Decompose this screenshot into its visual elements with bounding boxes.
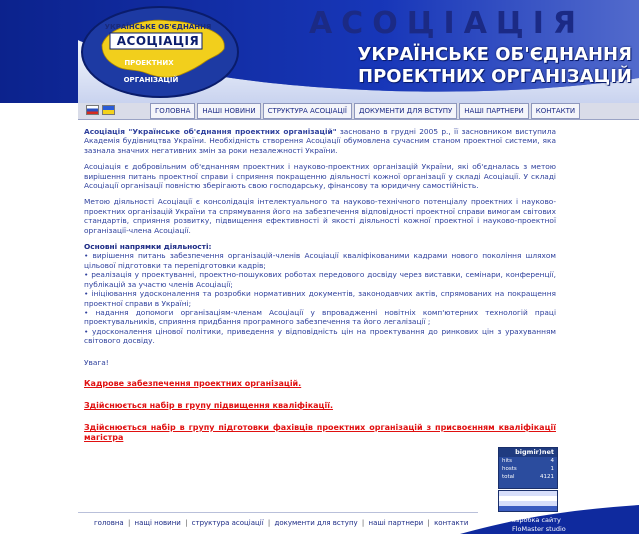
ru-flag-icon[interactable] — [86, 105, 99, 115]
directions-list-item: • удосконалення цінової політики, приведення у відповідність цін на проектування до ринкових цін з урахуванням світового досвіду. — [84, 326, 556, 346]
qualification-group-link[interactable]: Здійснюється набір в групу підвищення кваліфікації. — [84, 400, 333, 410]
nav-item-contacts[interactable]: КОНТАКТИ — [531, 103, 580, 119]
counter-brand: bigmir)net — [499, 448, 557, 457]
language-switcher — [86, 105, 115, 115]
developer-credit[interactable]: Разробка сайту — [508, 516, 561, 524]
footer-link-partners[interactable]: наші партнери — [368, 519, 424, 527]
nav-item-documents[interactable]: ДОКУМЕНТИ ДЛЯ ВСТУПУ — [354, 103, 457, 119]
counter-row: total 4121 — [502, 474, 554, 480]
goal-paragraph: Метою діяльності Асоціації є консолідація інтелектуального та науково-технічного потенціалу проектних і науково-проектних організацій України та спрямування його на забезпечення відповідності проектної справи вимогам світових стандартів, сприяння розвитку, підвищення ефективності й якості діяльності кожної проектної і науково-проектної організації-члена Асоціації. — [84, 197, 556, 235]
main-menu — [150, 103, 582, 119]
master-program-link[interactable]: Здійснюється набір в групу підготовки фахівців проектних організацій з присвоєнням кваліфікації магістра — [84, 422, 556, 442]
staffing-link[interactable]: Кадрове забезпечення проектних організацій. — [84, 378, 302, 388]
bigmir-counter[interactable] — [498, 447, 558, 489]
footer-menu — [94, 519, 468, 527]
footer-link-home[interactable]: головна — [94, 519, 124, 527]
nav-item-partners[interactable]: НАШІ ПАРТНЕРИ — [459, 103, 529, 119]
nav-item-structure[interactable]: СТРУКТУРА АСОЦІАЦІЇ — [263, 103, 352, 119]
association-name: Асоціація "Українське об'єднання проектних організацій" — [84, 127, 337, 136]
counter-row: hosts 1 — [502, 466, 554, 472]
directions-list-item: • вирішення питань забезпечення організацій-членів Асоціації кваліфікованими кадрами нового покоління шляхом цільової підготовки та перепідготовки кадрів; — [84, 251, 556, 270]
header — [0, 0, 639, 103]
directions-list-item: • ініціювання удосконалення та розробки нормативних документів, законодавчих актів, спрямованих на покращення проектної справи в Україні; — [84, 289, 556, 308]
site-subtitle-line2: ПРОЕКТНИХ ОРГАНІЗАЦІЙ — [358, 66, 632, 87]
footer-link-news[interactable]: нащі новини — [134, 519, 181, 527]
footer-separator: | — [427, 519, 430, 527]
counter-row: hits 4 — [502, 458, 554, 464]
directions-list-item: • надання допомоги організаціям-членам Асоціації у впровадженні новітніх комп'ютерних технологій праці проектувальників, сприяння придбання програмного забезпечення та його легалізації ; — [84, 307, 556, 327]
ua-flag-icon[interactable] — [102, 105, 115, 115]
intro-text: засновано в грудні 2005 р., її засновником виступила Академія будівництва України. Необхідність створення Асоціації обумовлена сучасним станом проектної системи, яка зазнала значних негативних змін за роки незалежності України. — [84, 127, 556, 155]
footer-link-contacts[interactable]: контакти — [434, 519, 469, 527]
logo-text-organizations: ОРГАНІЗАЦІЙ — [123, 76, 179, 84]
association-logo[interactable] — [80, 5, 240, 99]
footer-divider — [78, 512, 478, 513]
logo-text-design: ПРОЕКТНИХ — [124, 59, 174, 67]
intro-paragraph — [84, 127, 556, 155]
logo-text-union: УКРАЇНСЬКЕ ОБ'ЄДНАННЯ — [104, 23, 212, 31]
main-content — [84, 127, 556, 443]
membership-paragraph: Асоціація є добровільним об'єднанням проектних і науково-проектних організацій України, які об'єдналась з метою вирішення питань проектної справи і сприяння покращенню діяльності кожної організації у складі Асоціації. У складі Асоціації організації повністю зберігають свою господарську, фінансову та юридичну самостійність. — [84, 162, 556, 191]
footer-link-structure[interactable]: структура асоціації — [191, 519, 264, 527]
footer-separator: | — [127, 519, 131, 527]
site-title: АСОЦІАЦІЯ — [308, 6, 586, 41]
site-subtitle-line1: УКРАЇНСЬКЕ ОБ'ЄДНАННЯ — [357, 44, 632, 65]
logo-text-association: АСОЦІАЦІЯ — [116, 34, 200, 48]
footer-separator: | — [267, 519, 271, 527]
footer-separator: | — [361, 519, 365, 527]
attention-label: Увага! — [84, 357, 109, 367]
developer-studio[interactable]: FloMaster studio — [512, 525, 566, 533]
footer-link-documents[interactable]: документи для вступу — [274, 519, 358, 527]
nav-item-home[interactable]: ГОЛОВНА — [150, 103, 195, 119]
nav-item-news[interactable]: НАШІ НОВИНИ — [197, 103, 260, 119]
footer-separator: | — [185, 519, 188, 527]
directions-list-item: • реалізація у проектуванні, проектно-пошукових роботах передового досвіду через виставки, семінари, конференції, публікацій за участю членів Асоціації; — [84, 270, 556, 289]
directions-heading: Основні напрямки діяльності: — [84, 242, 212, 252]
